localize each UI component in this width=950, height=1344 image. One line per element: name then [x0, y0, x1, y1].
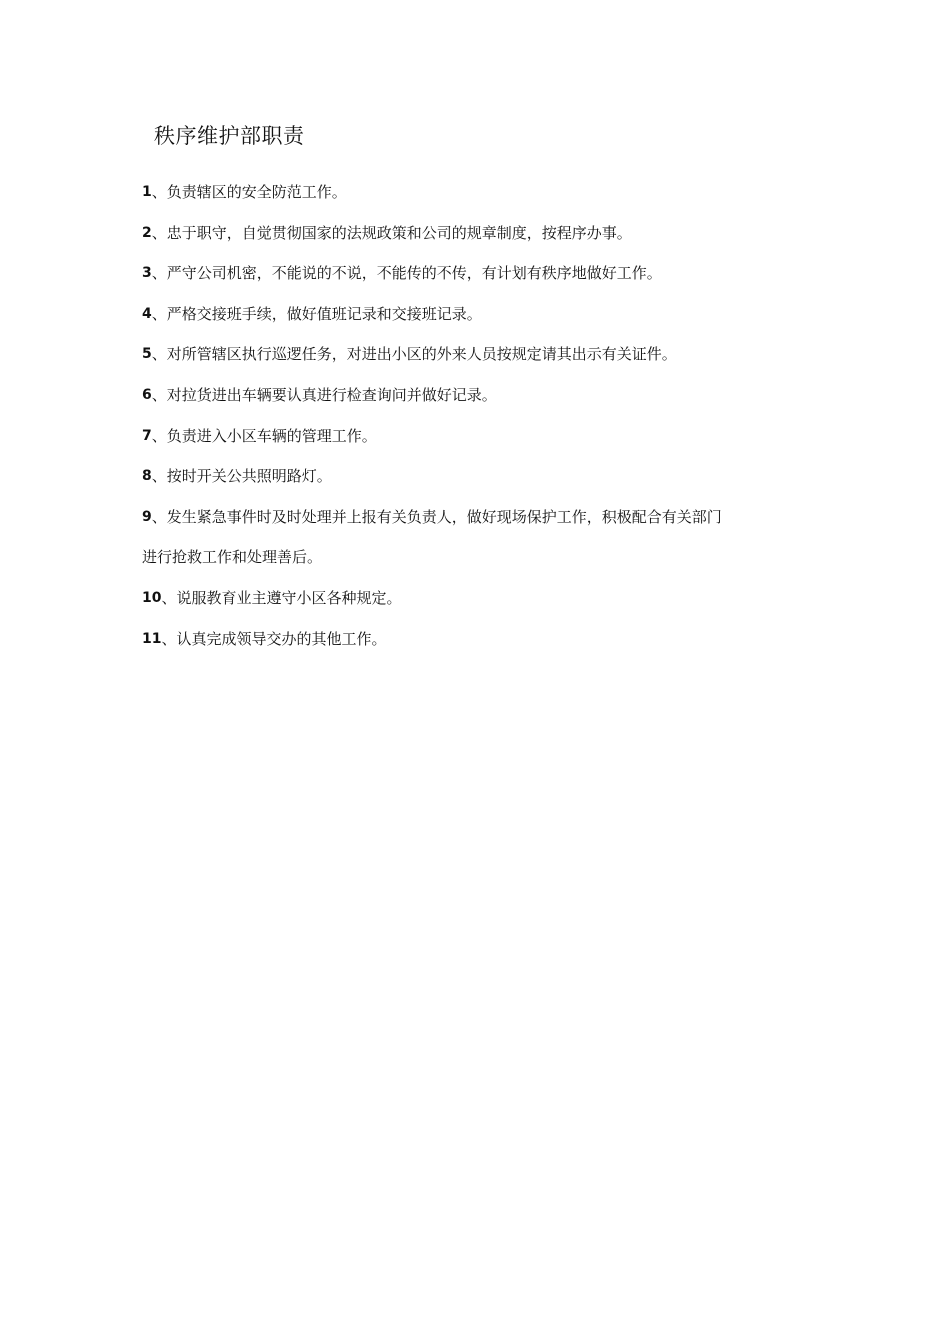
list-item	[142, 619, 812, 660]
list-item	[142, 578, 812, 619]
duty-list	[142, 172, 812, 659]
item-number: 10	[142, 589, 162, 606]
item-number: 1	[142, 184, 152, 200]
item-number: 9	[142, 508, 152, 525]
list-item	[142, 375, 812, 416]
item-text: 负责进入小区车辆的管理工作。	[166, 426, 377, 445]
item-separator: 、	[151, 223, 167, 242]
item-text: 说服教育业主遵守小区各种规定。	[176, 588, 402, 607]
item-text: 对拉货进出车辆要认真进行检查询问并做好记录。	[166, 385, 497, 404]
item-separator: 、	[161, 629, 177, 648]
item-number: 5	[142, 346, 152, 363]
list-item	[142, 334, 812, 375]
item-number: 8	[142, 468, 152, 485]
item-text: 认真完成领导交办的其他工作。	[176, 629, 387, 648]
item-number: 4	[142, 305, 152, 322]
list-item-continuation: 进行抢救工作和处理善后。	[142, 548, 323, 567]
item-text: 负责辖区的安全防范工作。	[166, 183, 347, 201]
item-text: 发生紧急事件时及时处理并上报有关负责人，做好现场保护工作，积极配合有关部门	[166, 507, 722, 526]
item-number: 11	[142, 630, 162, 647]
list-item	[142, 172, 812, 213]
list-item	[142, 416, 812, 457]
item-separator: 、	[151, 304, 167, 323]
item-separator: 、	[151, 183, 167, 201]
list-item	[142, 294, 812, 335]
item-text: 按时开关公共照明路灯。	[166, 467, 332, 486]
item-text: 忠于职守，自觉贯彻国家的法规政策和公司的规章制度，按程序办事。	[166, 223, 632, 242]
page-title: 秩序维护部职责	[154, 124, 305, 148]
item-separator: 、	[151, 426, 167, 445]
list-item	[142, 253, 812, 294]
list-item	[142, 213, 812, 254]
list-item	[142, 456, 812, 497]
item-number: 6	[142, 386, 152, 403]
item-separator: 、	[151, 345, 167, 364]
item-separator: 、	[151, 385, 167, 404]
item-text: 严守公司机密，不能说的不说，不能传的不传，有计划有秩序地做好工作。	[166, 264, 662, 283]
item-text: 严格交接班手续，做好值班记录和交接班记录。	[166, 304, 482, 323]
item-text: 对所管辖区执行巡逻任务，对进出小区的外来人员按规定请其出示有关证件。	[166, 345, 677, 364]
item-number: 2	[142, 224, 152, 241]
item-separator: 、	[161, 588, 177, 607]
item-separator: 、	[151, 264, 167, 283]
item-separator: 、	[151, 507, 167, 526]
item-separator: 、	[151, 467, 167, 486]
item-number: 3	[142, 265, 152, 282]
item-number: 7	[142, 427, 152, 444]
list-item	[142, 497, 812, 538]
